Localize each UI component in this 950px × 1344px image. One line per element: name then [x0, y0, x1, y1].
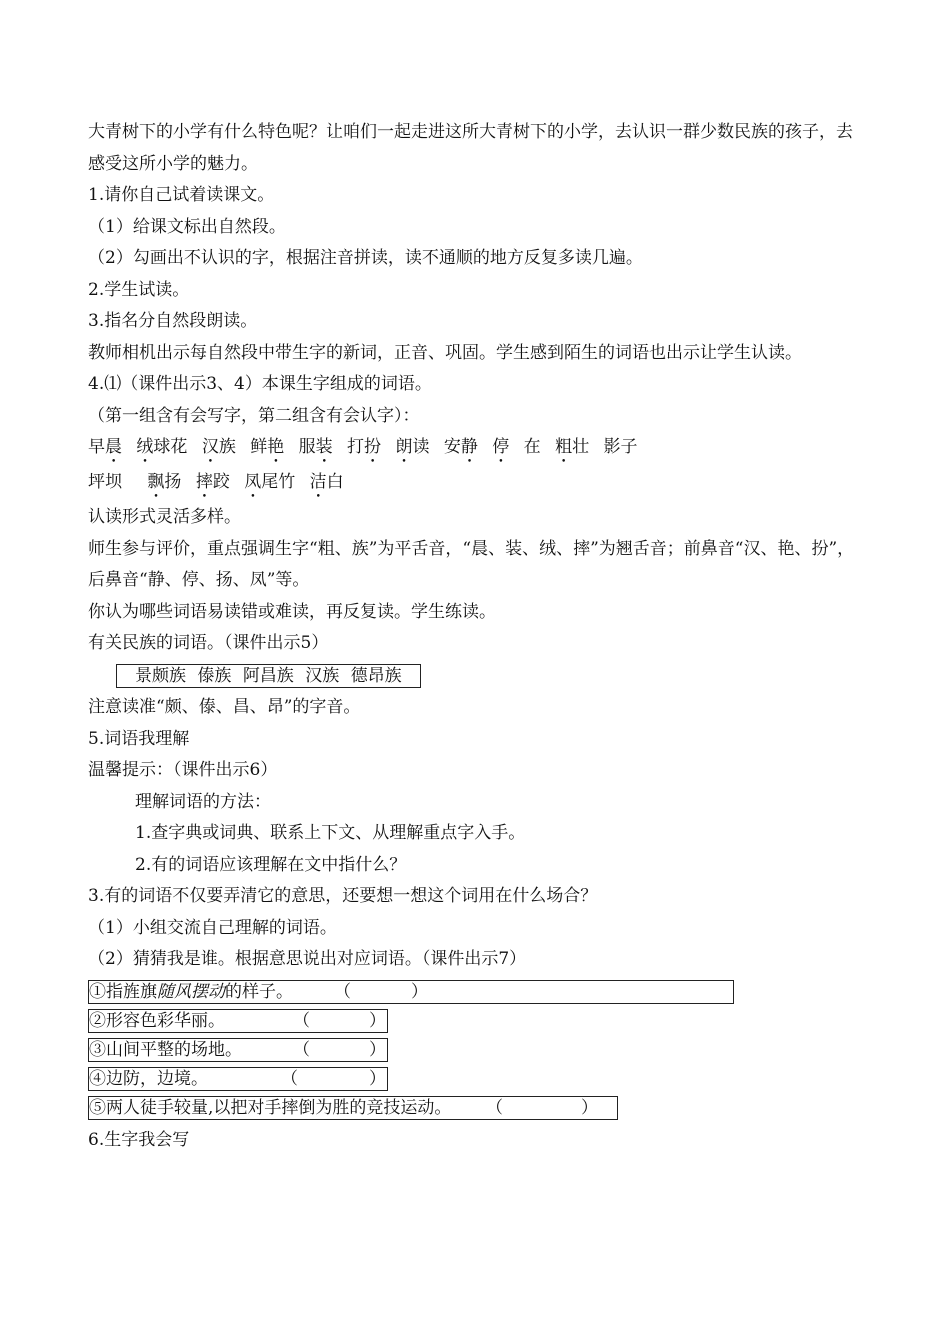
blank-close: ）: [369, 1039, 386, 1060]
word: 停: [492, 437, 510, 457]
question-text: ①指旌旗: [89, 981, 157, 1002]
hard-words-note: 你认为哪些词语易读错或难读，再反复读。学生练读。: [88, 601, 496, 622]
question-box-5: [88, 1096, 618, 1120]
ethnic-word: 景颇族: [135, 665, 186, 686]
read-forms: 认读形式灵活多样。: [88, 507, 241, 527]
word: 坪坝: [88, 472, 122, 492]
question-text: ②形容色彩华丽。: [89, 1010, 225, 1031]
word: 鲜艳: [250, 437, 285, 457]
intro-paragraph: 大青树下的小学有什么特色呢？让咱们一起走进这所大青树下的小学，去认识一群少数民族的孩子，去感受这所小学的魅力。: [88, 122, 853, 174]
ethnic-word: 傣族: [197, 665, 232, 686]
document-body: [88, 117, 868, 1156]
ethnic-note: 注意读准“颇、傣、昌、昂”的字音。: [88, 697, 361, 717]
blank-open: （: [281, 1068, 298, 1089]
ethnic-word: 汉族: [305, 665, 340, 686]
group-2: （2）猜猜我是谁。根据意思说出对应词语。（课件出示7）: [88, 949, 527, 969]
word: 绒球花: [136, 437, 188, 457]
blank-open: （: [293, 1039, 310, 1060]
blank-open: （: [293, 1010, 310, 1031]
ethnic-row: [88, 660, 868, 693]
word: 在: [523, 437, 541, 457]
question-box-1: [88, 980, 734, 1004]
word: 打扮: [347, 437, 382, 457]
word: 飘扬: [147, 472, 182, 492]
ethnic-title: 有关民族的词语。（课件出示5）: [88, 633, 329, 653]
word: 朗读: [395, 437, 430, 457]
ethnic-words-box: [116, 664, 421, 688]
question-italic: 随风摆动: [157, 981, 225, 1002]
step-4: 4.⑴（课件出示3、4）本课生字组成的词语。: [88, 374, 432, 394]
question-text: ⑤两人徒手较量,以把对手摔倒为胜的竞技运动。: [89, 1097, 452, 1118]
step-2: 2.学生试读。: [88, 279, 190, 300]
word: 汉族: [201, 437, 236, 457]
word: 粗壮: [555, 437, 590, 457]
ethnic-word: 阿昌族: [242, 665, 294, 686]
blank-close: ）: [369, 1010, 386, 1031]
word: 洁白: [309, 472, 344, 492]
tip: 温馨提示：（课件出示6）: [88, 760, 278, 780]
method-title: 理解词语的方法：: [135, 791, 271, 812]
question-box-3: [88, 1038, 388, 1062]
step-6: 6.生字我会写: [88, 1129, 190, 1150]
question-box-4: [88, 1067, 388, 1091]
step-4-note: （第一组含有会写字，第二组含有会认字）：: [88, 405, 420, 426]
method-3: 3.有的词语不仅要弄清它的意思，还要想一想这个词用在什么场合？: [88, 886, 598, 906]
word: 早晨: [88, 437, 122, 457]
step-1a: （1）给课文标出自然段。: [88, 216, 286, 237]
question-box-2: [88, 1009, 388, 1033]
blank-close: ）: [369, 1068, 386, 1089]
step-3: 3.指名分自然段朗读。: [88, 311, 258, 331]
ethnic-word: 德昂族: [350, 665, 402, 686]
question-text: ③山间平整的场地。: [89, 1039, 242, 1060]
evaluation-note: 师生参与评价，重点强调生字“粗、族”为平舌音，“晨、装、绒、摔”为翘舌音；前鼻音“汉、艳、扮”，后鼻音“静、停、扬、凤”等。: [88, 538, 855, 590]
blank-close: ）: [581, 1097, 598, 1118]
word: 凤尾竹: [244, 472, 296, 492]
blank-open: （: [334, 981, 351, 1002]
method-1: 1.查字典或词典、联系上下文、从理解重点字入手。: [135, 823, 526, 843]
blank-close: ）: [411, 981, 428, 1002]
step-5: 5.词语我理解: [88, 728, 190, 749]
step-1b: （2）勾画出不认识的字，根据注音拼读，读不通顺的地方反复多读几遍。: [88, 248, 643, 268]
word-list-row-1: [88, 432, 868, 467]
step-1: 1.请你自己试着读课文。: [88, 185, 275, 205]
question-text: 的样子。: [225, 981, 293, 1002]
blank-open: （: [486, 1097, 503, 1118]
step-3-note: 教师相机出示每自然段中带生字的新词，正音、巩固。学生感到陌生的词语也出示让学生认读。: [88, 342, 802, 363]
method-2: 2.有的词语应该理解在文中指什么？: [135, 854, 407, 875]
word: 摔跤: [195, 472, 230, 492]
question-text: ④边防，边境。: [89, 1068, 208, 1089]
word-list-row-2: [88, 467, 868, 502]
group-1: （1）小组交流自己理解的词语。: [88, 917, 337, 938]
word: 服装: [298, 437, 333, 457]
word: 影子: [603, 437, 638, 457]
word: 安静: [443, 437, 478, 457]
